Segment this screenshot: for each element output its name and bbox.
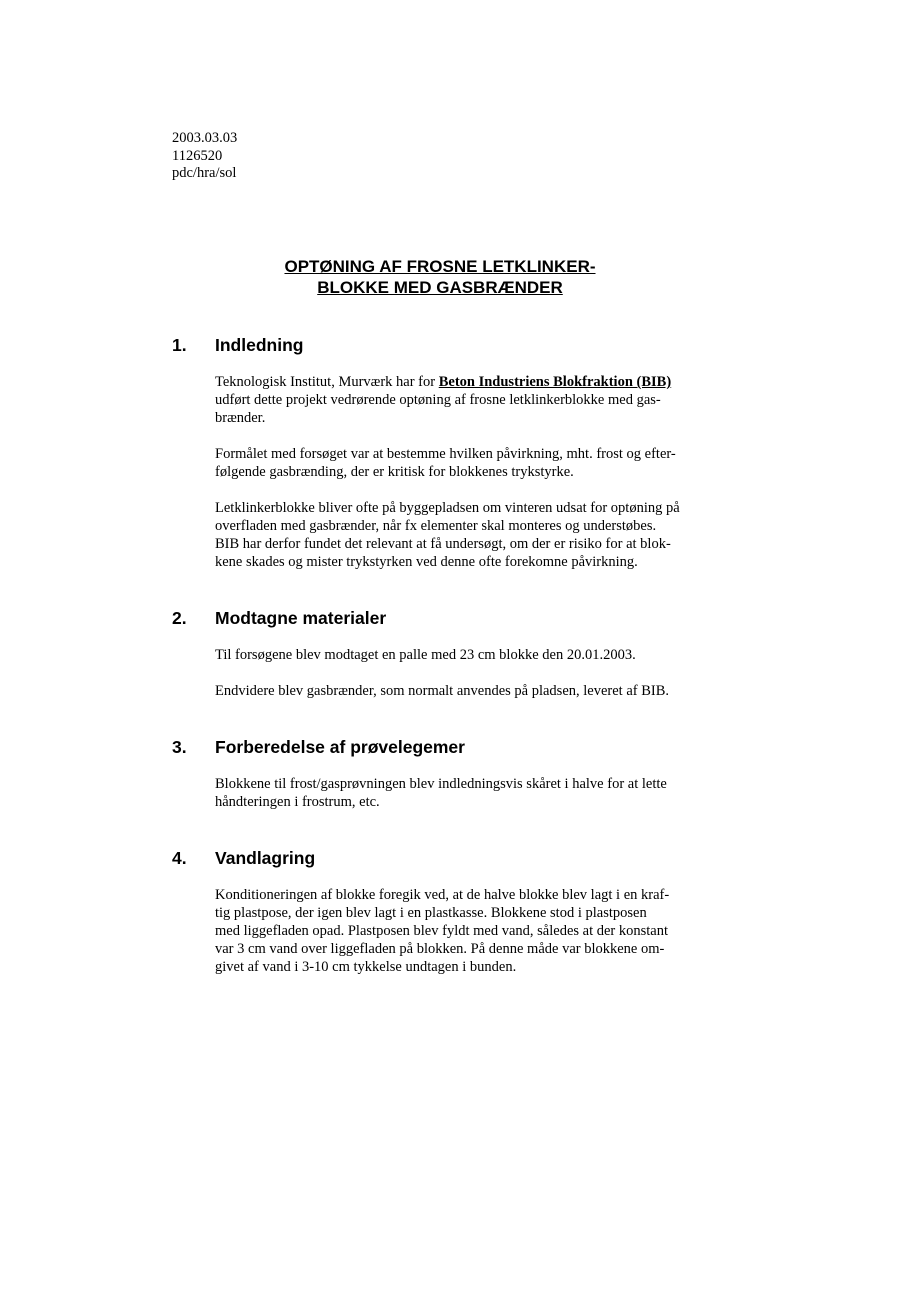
section-title: Modtagne materialer [215,608,387,628]
text-line: brænder. [215,410,266,426]
case-number: 1126520 [172,147,223,164]
text-line: tig plastpose, der igen blev lagt i en plastkasse. Blokkene stod i plastposen [215,905,647,921]
section-title: Vandlagring [215,848,316,868]
text-line: Konditioneringen af blokke foregik ved, at de halve blokke blev lagt i en kraf- [215,887,670,903]
section-number: 4. [172,848,187,868]
text-line: kene skades og mister trykstyrken ved denne ofte forekomne påvirkning. [215,554,638,570]
section-number: 2. [172,608,187,628]
text-line: følgende gasbrænding, der er kritisk for blokkenes trykstyrke. [215,464,574,480]
text-line: med liggefladen opad. Plastposen blev fyldt med vand, således at der konstant [215,923,669,939]
section-number: 1. [172,335,187,355]
text-line [215,373,735,391]
text-line: var 3 cm vand over liggefladen på blokken. På denne måde var blokkene om- [215,941,665,957]
paragraph [215,445,735,481]
section-number: 3. [172,737,187,757]
text-line: udført dette projekt vedrørende optøning af frosne letklinkerblokke med gas- [215,392,661,408]
section-vandlagring [172,848,732,976]
text-line: Endvidere blev gasbrænder, som normalt anvendes på pladsen, leveret af BIB. [215,683,670,699]
section-title: Forberedelse af prøvelegemer [215,737,465,757]
text-line: BIB har derfor fundet det relevant at få undersøgt, om der er risiko for at blok- [215,536,671,552]
text-line: håndteringen i frostrum, etc. [215,794,380,810]
title-line-1: OPTØNING AF FROSNE LETKLINKER- [284,257,596,276]
paragraph [215,646,735,664]
section-indledning [172,335,732,571]
paragraph [215,499,735,571]
section-modtagne-materialer [172,608,732,700]
document-meta [172,130,237,183]
paragraph [215,682,735,700]
organization-name: Beton Industriens Blokfraktion (BIB) [438,374,672,390]
section-heading [172,737,732,757]
section-heading [172,608,732,628]
paragraph [215,886,735,976]
section-title: Indledning [215,335,304,355]
text-line: Formålet med forsøget var at bestemme hvilken påvirkning, mht. frost og efter- [215,446,676,462]
text-line: overfladen med gasbrænder, når fx elementer skal monteres og understøbes. [215,518,657,534]
paragraph [215,775,735,811]
section-heading [172,335,732,355]
text-line: Blokkene til frost/gasprøvningen blev indledningsvis skåret i halve for at lette [215,776,667,792]
title-line-2: BLOKKE MED GASBRÆNDER [317,277,563,297]
author-initials: pdc/hra/sol [172,165,237,181]
document-date: 2003.03.03 [172,130,238,146]
text-line: givet af vand i 3-10 cm tykkelse undtagen i bunden. [215,959,517,975]
document-title [200,257,680,298]
paragraph [215,373,735,427]
section-forberedelse [172,737,732,811]
text-segment: Teknologisk Institut, Murværk har for [215,374,439,390]
section-heading [172,848,732,868]
text-line: Til forsøgene blev modtaget en palle med 23 cm blokke den 20.01.2003. [215,647,636,663]
text-line: Letklinkerblokke bliver ofte på byggepladsen om vinteren udsat for optøning på [215,500,680,516]
